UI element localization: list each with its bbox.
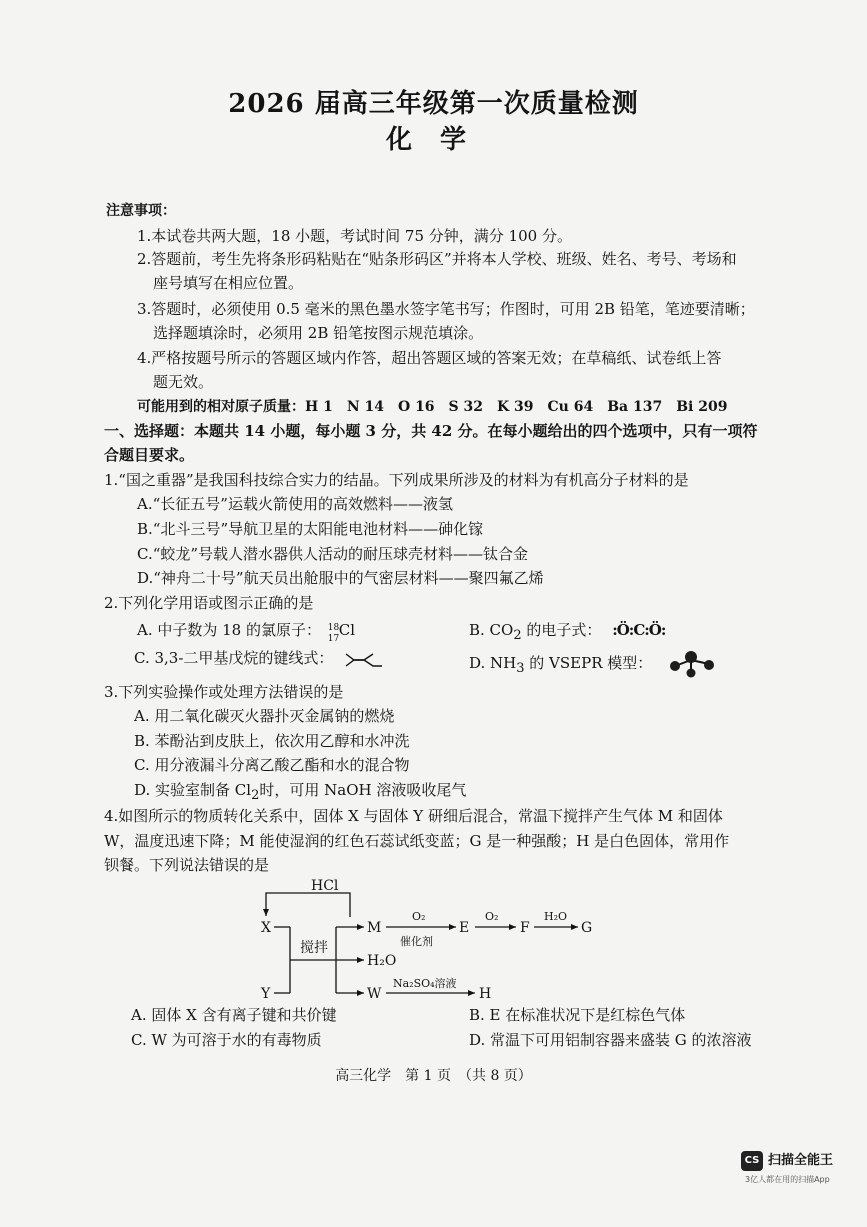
diagram-label-o2: O₂ (412, 910, 426, 923)
isotope-notation (326, 620, 360, 644)
q3-option-c: C. 用分液漏斗分离乙酸乙酯和水的混合物 (134, 756, 410, 774)
section-heading: 一、选择题：本题共 14 小题，每小题 3 分，共 42 分。在每小题给出的四个选项中，只有一项符 (104, 422, 758, 440)
q3-option-d-text-2: 时，可用 NaOH 溶液吸收尾气 (259, 781, 467, 799)
diagram-label-na2so4: Na₂SO₄溶液 (393, 977, 457, 990)
q2-option-c (134, 648, 388, 669)
diagram-label-o2: O₂ (485, 910, 499, 923)
atomic-number: 17 (327, 634, 340, 644)
scanner-tagline: 3亿人都在用的扫描App (745, 1175, 830, 1184)
diagram-node-h: H (479, 986, 492, 1002)
q1-option-c: C.“蛟龙”号载人潜水器供人活动的耐压球壳材料——钛合金 (137, 545, 529, 563)
mass-number: 18 (327, 623, 340, 633)
q2-stem: 2.下列化学用语或图示正确的是 (104, 594, 314, 612)
q4-option-d: D. 常温下可用铝制容器来盛装 G 的浓溶液 (469, 1031, 752, 1049)
q3-option-d (134, 780, 466, 802)
q4-option-a: A. 固体 X 含有离子键和共价键 (131, 1006, 337, 1024)
q2-option-a (137, 620, 360, 644)
exam-title: 2026 届高三年级第一次质量检测 (228, 89, 639, 119)
q4-stem: 4.如图所示的物质转化关系中，固体 X 与固体 Y 研细后混合，常温下搅拌产生气体 M 和固体 (104, 807, 723, 825)
atomic-mass-line: 可能用到的相对原子质量：H 1 N 14 O 16 S 32 K 39 Cu 64 Ba 137 Bi 209 (137, 399, 728, 415)
note-item: 座号填写在相应位置。 (153, 274, 304, 292)
diagram-node-m: M (367, 920, 382, 936)
q2-option-c-text: C. 3,3-二甲基戊烷的键线式： (134, 649, 334, 667)
diagram-node-x: X (261, 920, 271, 936)
q4-option-b: B. E 在标准状况下是红棕色气体 (469, 1006, 686, 1024)
notes-heading: 注意事项： (106, 203, 176, 219)
q4-stem-cont: 钡餐。下列说法错误的是 (104, 856, 270, 874)
subscript: 2 (251, 788, 260, 803)
q3-option-d-text: D. 实验室制备 Cl (134, 781, 252, 799)
q2-option-d-text: D. NH (469, 654, 517, 672)
note-item: 4.严格按题号所示的答题区域内作答，超出答题区域的答案无效；在草稿纸、试卷纸上答 (137, 349, 722, 367)
q4-option-c: C. W 为可溶于水的有毒物质 (131, 1031, 322, 1049)
note-item: 1.本试卷共两大题，18 小题，考试时间 75 分钟，满分 100 分。 (137, 227, 572, 245)
diagram-node-f: F (520, 920, 530, 936)
q1-option-a: A.“长征五号”运载火箭使用的高效燃料——液氢 (137, 495, 453, 513)
page-footer: 高三化学 第 1 页 （共 8 页） (335, 1068, 532, 1084)
note-item: 2.答题前，考生先将条形码粘贴在“贴条形码区”并将本人学校、班级、姓名、考号、考场和 (137, 250, 737, 268)
q2-option-d-text-2: 的 VSEPR 模型： (524, 654, 653, 672)
electron-formula: :Ö:C:Ö: (612, 621, 666, 639)
diagram-label-catalyst: 催化剂 (400, 935, 433, 948)
q3-stem: 3.下列实验操作或处理方法错误的是 (104, 683, 344, 701)
diagram-label-h2o: H₂O (544, 910, 568, 923)
element-symbol: Cl (338, 621, 356, 639)
diagram-node-h2o: H₂O (367, 953, 397, 969)
q3-option-a: A. 用二氧化碳灭火器扑灭金属钠的燃烧 (134, 707, 395, 725)
subscript: 3 (516, 661, 525, 676)
vsepr-model-icon (665, 650, 721, 678)
q2-option-b-text-2: 的电子式： (521, 621, 602, 639)
q1-option-b: B.“北斗三号”导航卫星的太阳能电池材料——砷化镓 (137, 520, 484, 538)
note-item: 题无效。 (153, 373, 214, 391)
q2-option-a-text: A. 中子数为 18 的氯原子： (137, 621, 321, 639)
q2-option-b (469, 620, 665, 642)
scanner-app-name: 扫描全能王 (768, 1153, 834, 1168)
diagram-node-g: G (581, 920, 593, 936)
subscript: 2 (513, 628, 522, 643)
diagram-node-y: Y (261, 986, 271, 1002)
q3-option-b: B. 苯酚沾到皮肤上，依次用乙醇和水冲洗 (134, 732, 410, 750)
note-item: 3.答题时，必须使用 0.5 毫米的黑色墨水签字笔书写；作图时，可用 2B 铅笔，笔迹要清晰； (137, 300, 755, 318)
scanner-logo-icon: CS (741, 1151, 763, 1171)
q1-stem: 1.“国之重器”是我国科技综合实力的结晶。下列成果所涉及的材料为有机高分子材料的是 (104, 471, 689, 489)
diagram-label-hcl: HCl (311, 878, 339, 894)
q2-option-b-text: B. CO (469, 621, 514, 639)
q4-stem-cont: W，温度迅速下降；M 能使湿润的红色石蕊试纸变蓝；G 是一种强酸；H 是白色固体，常用作 (104, 832, 730, 850)
q1-option-d: D.“神舟二十号”航天员出舱服中的气密层材料——聚四氟乙烯 (137, 569, 544, 587)
diagram-node-w: W (367, 986, 382, 1002)
skeletal-formula-icon (344, 649, 388, 669)
diagram-node-e: E (459, 920, 470, 936)
diagram-label-stir: 搅拌 (300, 940, 328, 956)
section-heading-cont: 合题目要求。 (104, 446, 195, 464)
exam-subject: 化学 (385, 125, 494, 155)
note-item: 选择题填涂时，必须用 2B 铅笔按图示规范填涂。 (153, 324, 484, 342)
q2-option-d (469, 650, 721, 678)
